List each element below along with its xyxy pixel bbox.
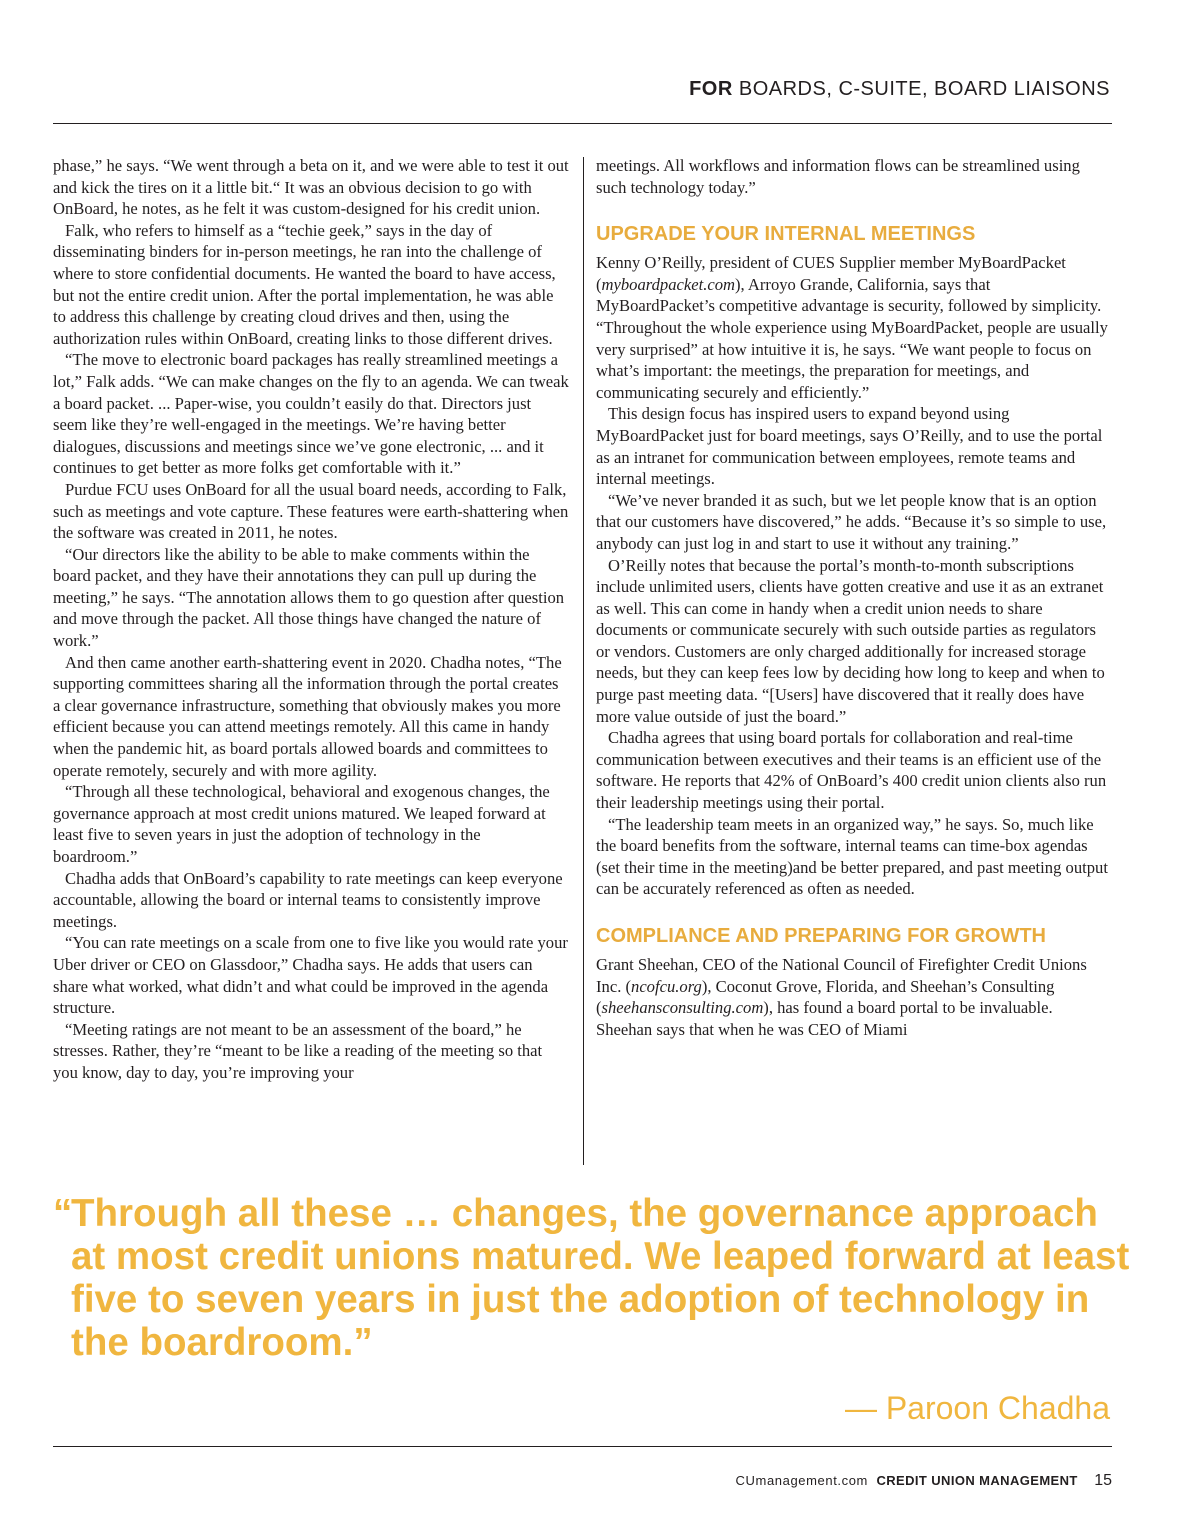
text-run: ), has found a board portal to be invaluable. Sheehan says that when he was CEO of Miami <box>596 998 1053 1039</box>
paragraph: “The leadership team meets in an organized way,” he says. So, much like the board benefits from the software, internal teams can time-box agendas (set their time in the meeting)and be better prepared, and past meeting output can be accurately referenced as often as needed. <box>596 814 1108 899</box>
footer-website: CUmanagement.com <box>735 1473 868 1488</box>
paragraph: And then came another earth-shattering event in 2020. Chadha notes, “The supporting committees sharing all the information through the portal creates a clear governance infrastructure, something that obviously makes you more efficient because you can attend meetings remotely. All this came in handy when the pandemic hit, as board portals allowed boards and committees to operate remotely, securely and with more agility. <box>53 652 562 780</box>
paragraph: meetings. All workflows and information flows can be streamlined using such technology today.” <box>596 156 1080 197</box>
paragraph: This design focus has inspired users to expand beyond using MyBoardPacket just for board meetings, says O’Reilly, and to use the portal as an intranet for communication between employees, remote teams and internal meetings. <box>596 404 1103 489</box>
section-heading-compliance: COMPLIANCE AND PREPARING FOR GROWTH <box>596 925 1046 947</box>
paragraph: “Meeting ratings are not meant to be an assessment of the board,” he stresses. Rather, they’re “meant to be like a reading of the meeting so that you know, day to day, you’re improving your <box>53 1019 543 1082</box>
right-column <box>596 155 1112 1040</box>
pull-quote <box>53 1192 1133 1364</box>
paragraph: “Our directors like the ability to be able to make comments within the board packet, and they have their annotations they can pull up during the meeting,” he says. “The annotation allows them to go question after question and move through the packet. All those things have changed the nature of work.” <box>53 544 565 651</box>
paragraph <box>596 954 1112 1040</box>
text-run: ), Arroyo Grande, California, says that MyBoardPacket’s competitive advantage is security, followed by simplicity. “Throughout the whole experience using MyBoardPacket, people are usually very surprised” at how intuitive it is, he says. “We want people to focus on what’s important: the meetings, the preparation for meetings, and communicating securely and efficiently.” <box>596 274 1108 402</box>
text-run: ), Coconut Grove, Florida, and Sheehan’s Consulting ( <box>596 976 1055 1018</box>
website-link-ncofcu: ncofcu.org <box>631 976 702 996</box>
footer-magazine-title: CREDIT UNION MANAGEMENT <box>876 1473 1078 1488</box>
pull-quote-text: Through all these … changes, the governance approach at most credit unions matured. We leaped forward at least five to seven years in just the adoption of technology in the boardroom.” <box>71 1192 1130 1364</box>
column-divider <box>583 157 584 1165</box>
left-column <box>53 155 569 1084</box>
paragraph: “We’ve never branded it as such, but we let people know that is an option that our customers have discovered,” he adds. “Because it’s so simple to use, anybody can just log in and start to use it without any training.” <box>596 490 1107 553</box>
section-label-rest: BOARDS, C-SUITE, BOARD LIAISONS <box>732 78 1110 100</box>
page-number: 15 <box>1094 1472 1112 1489</box>
section-label-bold: FOR <box>689 78 733 100</box>
paragraph: Falk, who refers to himself as a “techie geek,” says in the day of disseminating binders for in-person meetings, he ran into the challenge of where to store confidential documents. He wanted the board to have access, but not the entire credit union. After the portal implementation, he was able to address this challenge by creating cloud drives and then, using the authorization rules within OnBoard, creating links to those different drives. <box>53 220 556 348</box>
paragraph: Purdue FCU uses OnBoard for all the usual board needs, according to Falk, such as meetings and vote capture. These features were earth-shattering when the software was created in 2011, he notes. <box>53 479 569 543</box>
paragraph: Chadha agrees that using board portals for collaboration and real-time communication between executives and their teams is an efficient use of the software. He reports that 42% of OnBoard’s 400 credit union clients also run their leadership meetings using their portal. <box>596 728 1107 813</box>
paragraph: “The move to electronic board packages has really streamlined meetings a lot,” Falk adds. “We can make changes on the fly to an agenda. We can tweak a board packet. ... Paper-wise, you couldn’t easily do that. Directors just seem like they’re well-engaged in the meetings. We’re having better dialogues, discussions and meetings since we’ve gone electronic, ... and it continues to get better as more folks get comfortable with it.” <box>53 350 569 478</box>
text-run: Kenny O’Reilly, president of CUES Supplier member MyBoardPacket ( <box>596 253 1066 294</box>
paragraph: Chadha adds that OnBoard’s capability to rate meetings can keep everyone accountable, allowing the board or internal teams to consistently improve meetings. <box>53 868 563 931</box>
section-heading-upgrade-meetings: UPGRADE YOUR INTERNAL MEETINGS <box>596 223 976 246</box>
paragraph: phase,” he says. “We went through a beta on it, and we were able to test it out and kick the tires on it a little bit.“ It was an obvious decision to go with OnBoard, he notes, as he felt it was custom-designed for his credit union. <box>53 156 569 219</box>
page-footer <box>736 1472 1112 1490</box>
website-link-myboardpacket: myboardpacket.com <box>601 274 736 294</box>
bottom-divider <box>53 1446 1112 1447</box>
open-quote-mark: “ <box>53 1192 73 1235</box>
text-run: Grant Sheehan, CEO of the National Council of Firefighter Credit Unions Inc. ( <box>596 955 1087 996</box>
top-divider <box>53 123 1112 124</box>
pull-quote-attribution: — Paroon Chadha <box>844 1390 1110 1426</box>
paragraph: O’Reilly notes that because the portal’s month-to-month subscriptions include unlimited users, clients have gotten creative and use it as an extranet as well. This can come in handy when a credit union needs to share documents or communicate securely with such outside parties as regulators or vendors. Customers are only charged additionally for increased storage needs, but they can keep fees low by deciding how long to keep and when to purge past meeting data. “[Users] have discovered that it really does have more value outside of just the board.” <box>596 555 1105 726</box>
section-label <box>689 78 1110 101</box>
paragraph <box>596 252 1112 403</box>
paragraph: “You can rate meetings on a scale from one to five like you would rate your Uber driver or CEO on Glassdoor,” Chadha says. He adds that users can share what worked, what didn’t and what could be improved in the agenda structure. <box>53 933 568 1018</box>
website-link-sheehansconsulting: sheehansconsulting.com <box>601 998 764 1018</box>
paragraph: “Through all these technological, behavioral and exogenous changes, the governance approach at most credit unions matured. We leaped forward at least five to seven years in just the adoption of technology in the boardroom.” <box>53 782 550 866</box>
